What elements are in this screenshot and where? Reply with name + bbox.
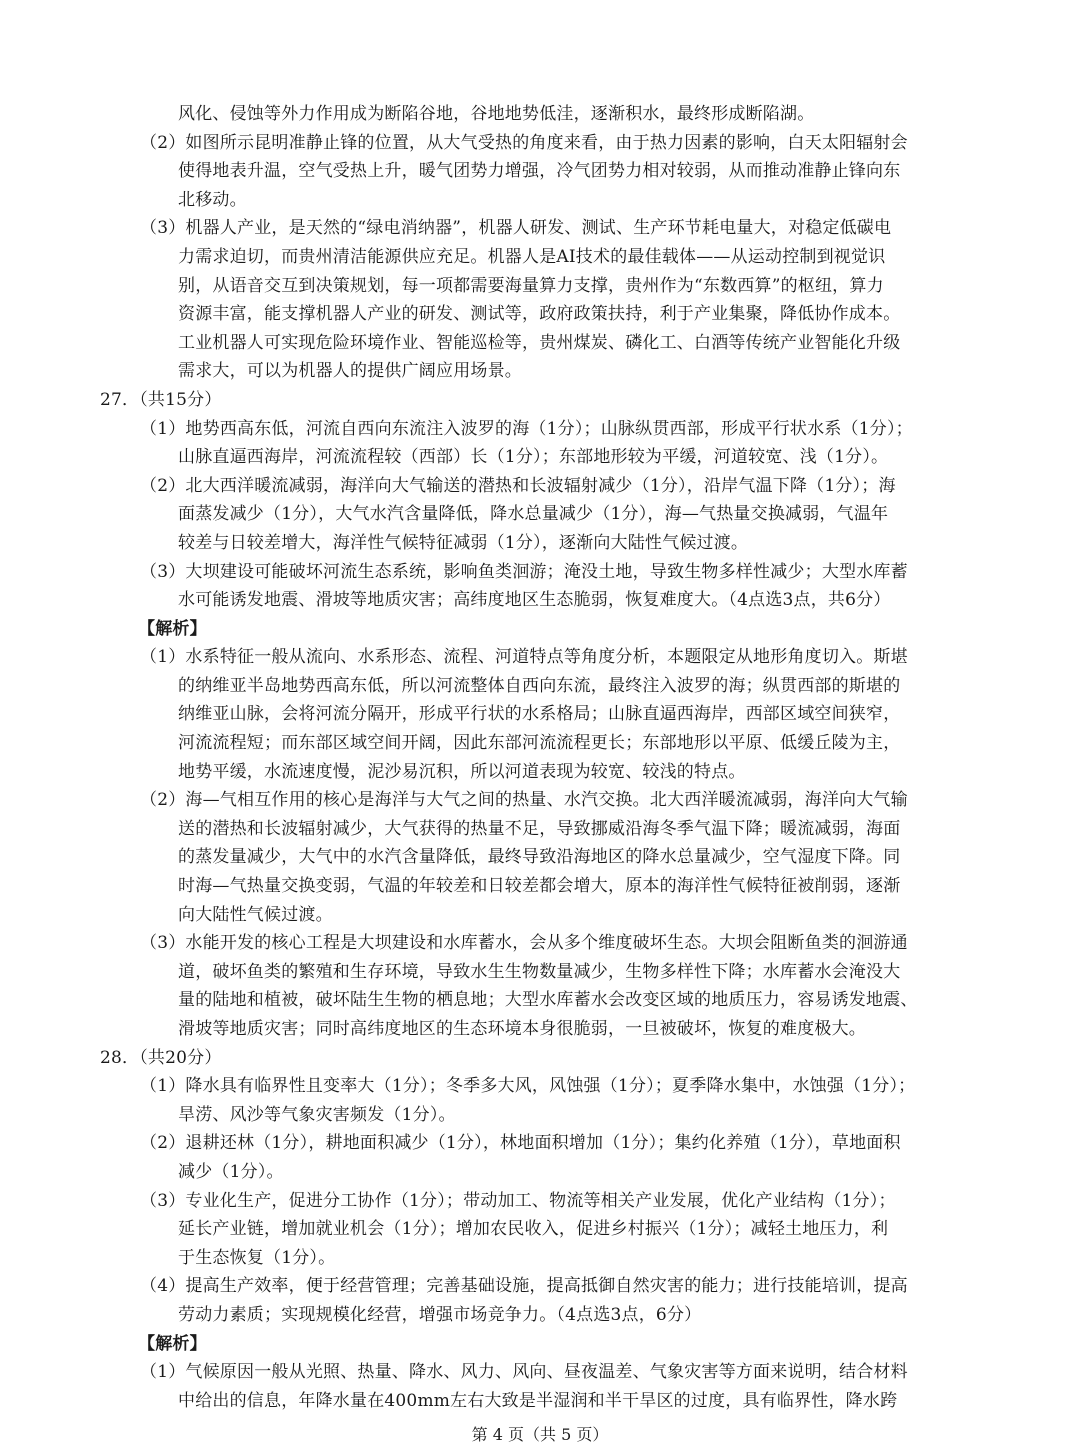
text-line: 向大陆性气候过渡。 xyxy=(178,904,333,925)
text-line: 使得地表升温，空气受热上升，暖气团势力增强，冷气团势力相对较弱，从而推动准静止锋向东 xyxy=(178,161,901,182)
text-line: （1）水系特征一般从流向、水系形态、流程、河道特点等角度分析，本题限定从地形角度切入。斯堪 xyxy=(140,647,908,668)
text-line: 河流流程短；而东部区域空间开阔，因此东部河流流程更长；东部地形以平原、低缓丘陵为主， xyxy=(178,733,901,754)
text-line: 北移动。 xyxy=(178,189,247,210)
text-line: 较差与日较差增大，海洋性气候特征减弱（1分），逐渐向大陆性气候过渡。 xyxy=(178,532,749,553)
text-line: （3）大坝建设可能破坏河流生态系统，影响鱼类洄游；淹没土地，导致生物多样性减少；大型水库蓄 xyxy=(140,561,908,582)
question-heading: 27．（共15分） xyxy=(100,389,222,410)
text-line: （1）地势西高东低，河流自西向东流注入波罗的海（1分）；山脉纵贯西部，形成平行状水系（1分）； xyxy=(140,418,913,439)
text-line: 滑坡等地质灾害；同时高纬度地区的生态环境本身很脆弱，一旦被破坏，恢复的难度极大。 xyxy=(178,1019,866,1039)
text-line: 别，从语音交互到决策规划，每一项都需要海量算力支撑，贵州作为“东数西算”的枢纽，算力 xyxy=(178,275,884,296)
analysis-tag: 【解析】 xyxy=(138,1333,207,1354)
text-line: 道，破坏鱼类的繁殖和生存环境，导致水生生物数量减少，生物多样性下降；水库蓄水会淹没大 xyxy=(178,961,901,982)
page-footer: 第 4 页（共 5 页） xyxy=(471,1425,609,1444)
text-line: （2）北大西洋暖流减弱，海洋向大气输送的潜热和长波辐射减少（1分），沿岸气温下降（1分）；海 xyxy=(140,475,896,496)
text-line: 纳维亚山脉，会将河流分隔开，形成平行状的水系格局；山脉直逼西海岸，西部区域空间狭窄， xyxy=(178,704,901,725)
text-line: （3）水能开发的核心工程是大坝建设和水库蓄水，会从多个维度破坏生态。大坝会阻断鱼类的洄游通 xyxy=(140,933,908,954)
text-line: 资源丰富，能支撑机器人产业的研发、测试等，政府政策扶持，利于产业集聚，降低协作成本。 xyxy=(178,304,901,325)
text-line: 减少（1分）。 xyxy=(178,1161,284,1182)
text-line: 面蒸发减少（1分），大气水汽含量降低，降水总量减少（1分），海—气热量交换减弱，气温年 xyxy=(178,504,889,525)
text-line: 中给出的信息，年降水量在400mm左右大致是半湿润和半干旱区的过度，具有临界性，降水跨 xyxy=(178,1390,898,1411)
text-line: 时海—气热量交换变弱，气温的年较差和日较差都会增大，原本的海洋性气候特征被削弱，逐渐 xyxy=(178,876,901,897)
text-line: （3）专业化生产，促进分工协作（1分）；带动加工、物流等相关产业发展，优化产业结构（1分）； xyxy=(140,1190,896,1211)
text-line: 延长产业链，增加就业机会（1分）；增加农民收入，促进乡村振兴（1分）；减轻土地压力，利 xyxy=(178,1219,889,1240)
text-line: （4）提高生产效率，便于经营管理；完善基础设施，提高抵御自然灾害的能力；进行技能培训，提高 xyxy=(140,1276,908,1297)
analysis-tag: 【解析】 xyxy=(138,618,207,639)
text-line: 水可能诱发地震、滑坡等地质灾害；高纬度地区生态脆弱，恢复难度大。（4点选3点，共6分） xyxy=(178,590,891,611)
text-line: 劳动力素质；实现规模化经营，增强市场竞争力。（4点选3点，6分） xyxy=(178,1304,702,1325)
text-line: 工业机器人可实现危险环境作业、智能巡检等，贵州煤炭、磷化工、白酒等传统产业智能化升级 xyxy=(178,332,901,353)
text-line: （1）气候原因一般从光照、热量、降水、风力、风向、昼夜温差、气象灾害等方面来说明，结合材料 xyxy=(140,1362,908,1383)
text-line: 于生态恢复（1分）。 xyxy=(178,1247,336,1268)
text-line: 山脉直逼西海岸，河流流程较（西部）长（1分）；东部地形较为平缓，河道较宽、浅（1分）。 xyxy=(178,447,889,468)
text-line: 旱涝、风沙等气象灾害频发（1分）。 xyxy=(178,1104,456,1125)
text-line: 的蒸发量减少，大气中的水汽含量降低，最终导致沿海地区的降水总量减少，空气湿度下降。同 xyxy=(178,847,901,868)
text-line: （2）退耕还林（1分），耕地面积减少（1分），林地面积增加（1分）；集约化养殖（1分），草地面积 xyxy=(140,1133,901,1154)
text-line: 量的陆地和植被，破坏陆生生物的栖息地；大型水库蓄水会改变区域的地质压力，容易诱发地震、 xyxy=(178,990,918,1011)
question-heading: 28．（共20分） xyxy=(100,1047,222,1068)
text-line: 地势平缓，水流速度慢，泥沙易沉积，所以河道表现为较宽、较浅的特点。 xyxy=(178,761,746,782)
text-line: （2）如图所示昆明准静止锋的位置，从大气受热的角度来看，由于热力因素的影响，白天太阳辐射会 xyxy=(140,132,908,153)
text-line: （3）机器人产业，是天然的“绿电消纳器”，机器人研发、测试、生产环节耗电量大，对稳定低碳电 xyxy=(140,218,892,239)
text-line: （1）降水具有临界性且变率大（1分）；冬季多大风，风蚀强（1分）；夏季降水集中，水蚀强（1分）； xyxy=(140,1076,916,1097)
text-line: 风化、侵蚀等外力作用成为断陷谷地，谷地地势低洼，逐渐积水，最终形成断陷湖。 xyxy=(178,104,815,124)
text-line: 送的潜热和长波辐射减少，大气获得的热量不足，导致挪威沿海冬季气温下降；暖流减弱，海面 xyxy=(178,818,901,839)
text-line: 力需求迫切，而贵州清洁能源供应充足。机器人是AI技术的最佳载体——从运动控制到视觉识 xyxy=(178,246,886,267)
text-line: 需求大，可以为机器人的提供广阔应用场景。 xyxy=(178,361,522,382)
text-line: 的纳维亚半岛地势西高东低，所以河流整体自西向东流，最终注入波罗的海；纵贯西部的斯堪的 xyxy=(178,675,901,696)
text-line: （2）海—气相互作用的核心是海洋与大气之间的热量、水汽交换。北大西洋暖流减弱，海洋向大气输 xyxy=(140,790,908,811)
answer-body xyxy=(100,100,984,1415)
